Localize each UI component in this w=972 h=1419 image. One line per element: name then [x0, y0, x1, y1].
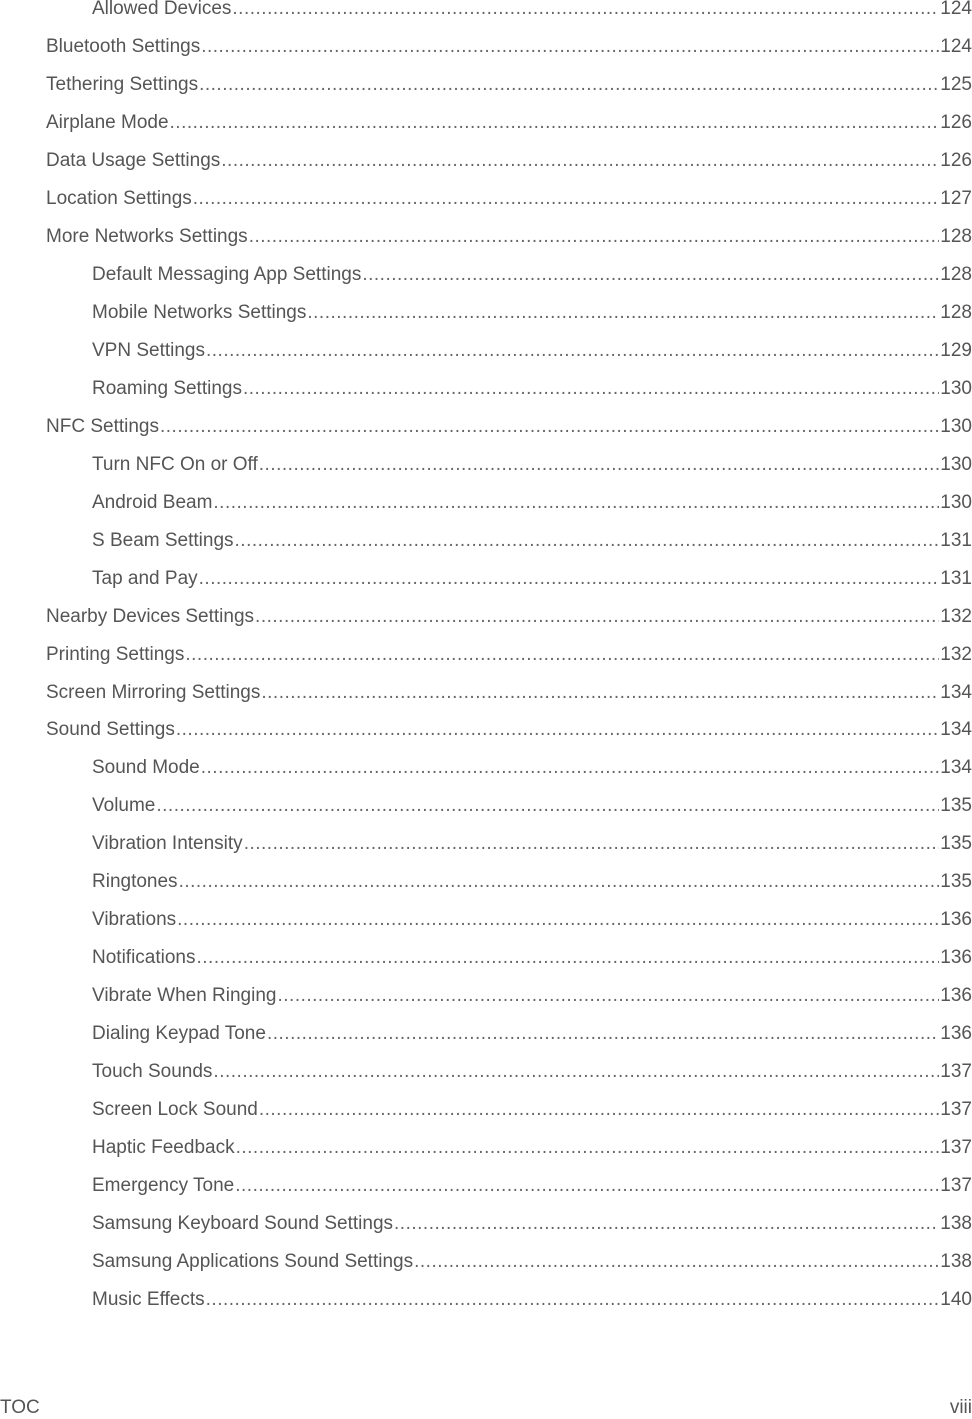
toc-entry-title: Touch Sounds [92, 1061, 213, 1083]
toc-entry-title: VPN Settings [92, 339, 205, 361]
toc-entry[interactable] [46, 643, 972, 667]
toc-entry[interactable] [92, 832, 972, 856]
toc-entry-title: Turn NFC On or Off [92, 453, 258, 475]
dot-leader [232, 0, 939, 21]
dot-leader [201, 756, 940, 780]
toc-entry-title: S Beam Settings [92, 529, 234, 551]
toc-entry-page-number: 135 [940, 871, 972, 893]
toc-entry[interactable] [92, 567, 972, 591]
toc-entry-page-number: 124 [940, 36, 972, 57]
toc-entry-page-number: 126 [940, 111, 972, 133]
toc-entry[interactable] [92, 1174, 972, 1198]
toc-entry-page-number: 135 [940, 833, 972, 855]
toc-entry[interactable] [46, 187, 972, 211]
toc-entry[interactable] [46, 718, 972, 742]
toc-entry-page-number: 131 [940, 567, 972, 589]
toc-entry-page-number: 130 [940, 377, 972, 399]
dot-leader [213, 491, 939, 515]
toc-entry[interactable] [92, 756, 972, 780]
dot-leader [199, 567, 940, 591]
toc-entry-page-number: 127 [940, 187, 972, 209]
toc-entry-page-number: 134 [940, 719, 972, 741]
dot-leader [261, 681, 939, 705]
toc-entry-title: Dialing Keypad Tone [92, 1023, 266, 1045]
toc-entry[interactable] [92, 491, 972, 515]
toc-entry-page-number: 126 [940, 149, 972, 171]
toc-entry-page-number: 136 [940, 1023, 972, 1045]
toc-entry-title: Airplane Mode [46, 111, 169, 133]
toc-entry-page-number: 138 [940, 1251, 972, 1272]
toc-entry-title: Samsung Applications Sound Settings [92, 1251, 414, 1272]
toc-entry[interactable] [92, 1022, 972, 1046]
toc-entry-title: Bluetooth Settings [46, 36, 201, 57]
toc-entry-title: Music Effects [92, 1289, 205, 1310]
dot-leader [277, 984, 939, 1008]
toc-entry-title: Vibration Intensity [92, 833, 243, 855]
toc-entry-title: Vibrate When Ringing [92, 985, 277, 1007]
dot-leader [394, 1212, 939, 1236]
dot-leader [414, 1250, 939, 1274]
dot-leader [201, 35, 939, 59]
toc-entry-page-number: 140 [940, 1289, 972, 1310]
toc-entry-page-number: 132 [940, 605, 972, 627]
toc-entry-title: Data Usage Settings [46, 149, 221, 171]
dot-leader [156, 794, 939, 818]
dot-leader [249, 225, 940, 249]
toc-entry-page-number: 130 [940, 491, 972, 513]
dot-leader [255, 605, 939, 629]
toc-entry-page-number: 134 [940, 681, 972, 703]
toc-entry-page-number: 134 [940, 757, 972, 779]
toc-entry[interactable] [46, 149, 972, 173]
toc-entry[interactable] [46, 605, 972, 629]
toc-entry-title: Haptic Feedback [92, 1137, 235, 1159]
dot-leader [206, 339, 939, 363]
dot-leader [206, 1288, 940, 1312]
dot-leader [362, 263, 939, 287]
toc-entry-page-number: 130 [940, 453, 972, 475]
toc-entry-page-number: 132 [940, 643, 972, 665]
toc-entry-title: Tap and Pay [92, 567, 198, 589]
toc-entry[interactable] [92, 453, 972, 477]
toc-entry-page-number: 137 [940, 1175, 972, 1197]
toc-entry-title: Location Settings [46, 187, 192, 209]
dot-leader [307, 301, 939, 325]
toc-entry-page-number: 130 [940, 415, 972, 437]
toc-entry[interactable] [92, 301, 972, 325]
toc-entry[interactable] [92, 908, 972, 932]
toc-entry-page-number: 124 [940, 0, 972, 19]
dot-leader [185, 643, 939, 667]
dot-leader [244, 832, 940, 856]
dot-leader [179, 870, 940, 894]
toc-entry-page-number: 137 [940, 1137, 972, 1159]
dot-leader [197, 946, 940, 970]
toc-entry-title: Android Beam [92, 491, 213, 513]
toc-entry-page-number: 129 [940, 339, 972, 361]
toc-entry-title: Vibrations [92, 909, 177, 931]
dot-leader [235, 529, 940, 553]
dot-leader [243, 377, 939, 401]
toc-entry-page-number: 137 [940, 1061, 972, 1083]
toc-entry-page-number: 128 [940, 263, 972, 285]
toc-entry-title: Emergency Tone [92, 1175, 235, 1197]
toc-entry-page-number: 137 [940, 1099, 972, 1121]
dot-leader [170, 111, 940, 135]
toc-entry-title: Samsung Keyboard Sound Settings [92, 1213, 394, 1234]
dot-leader [199, 73, 939, 97]
toc-entry[interactable] [92, 946, 972, 970]
toc-entry-page-number: 128 [940, 225, 972, 247]
toc-entry[interactable] [92, 0, 972, 21]
toc-entry[interactable] [92, 339, 972, 363]
toc-entry-title: NFC Settings [46, 415, 159, 437]
toc-entry[interactable] [46, 73, 972, 97]
dot-leader [235, 1174, 939, 1198]
dot-leader [259, 453, 940, 477]
toc-entry-title: Mobile Networks Settings [92, 301, 307, 323]
toc-entry[interactable] [46, 415, 972, 439]
toc-entry-title: Notifications [92, 947, 196, 969]
toc-entry[interactable] [92, 984, 972, 1008]
toc-entry-page-number: 135 [940, 795, 972, 817]
toc-entry[interactable] [46, 681, 972, 705]
toc-entry[interactable] [92, 263, 972, 287]
toc-entry[interactable] [92, 1212, 972, 1236]
dot-leader [160, 415, 939, 439]
toc-entry[interactable] [92, 377, 972, 401]
dot-leader [193, 187, 940, 211]
toc-entry-title: Sound Mode [92, 757, 200, 779]
toc-entry[interactable] [92, 1136, 972, 1160]
toc-entry[interactable] [46, 225, 972, 249]
toc-entry-page-number: 138 [940, 1213, 972, 1234]
toc-entry[interactable] [92, 794, 972, 818]
toc-entry[interactable] [92, 1098, 972, 1122]
dot-leader [236, 1136, 940, 1160]
toc-entry-title: Printing Settings [46, 643, 185, 665]
toc-entry-title: Roaming Settings [92, 377, 242, 399]
toc-entry-title: More Networks Settings [46, 225, 248, 247]
dot-leader [259, 1098, 939, 1122]
toc-entry-title: Nearby Devices Settings [46, 605, 255, 627]
toc-entry-title: Ringtones [92, 871, 178, 893]
toc-entry-page-number: 125 [940, 73, 972, 95]
toc-entry-page-number: 136 [940, 985, 972, 1007]
toc-entry[interactable] [92, 1250, 972, 1274]
toc-entry-title: Volume [92, 795, 156, 817]
dot-leader [221, 149, 939, 173]
toc-entry-title: Screen Mirroring Settings [46, 681, 261, 703]
dot-leader [177, 908, 939, 932]
toc-entry[interactable] [92, 1288, 972, 1312]
dot-leader [267, 1022, 939, 1046]
toc-entry-title: Sound Settings [46, 719, 175, 741]
toc-entry-title: Tethering Settings [46, 73, 199, 95]
toc-entry-title: Screen Lock Sound [92, 1099, 258, 1121]
dot-leader [176, 718, 939, 742]
toc-entry-page-number: 128 [940, 301, 972, 323]
toc-entry[interactable] [46, 35, 972, 59]
toc-entry[interactable] [92, 870, 972, 894]
toc-entry[interactable] [46, 111, 972, 135]
toc-entry[interactable] [92, 529, 972, 553]
toc-entry-title: Allowed Devices [92, 0, 232, 19]
toc-entry-title: Default Messaging App Settings [92, 263, 362, 285]
toc-entry-page-number: 131 [940, 529, 972, 551]
toc-entry[interactable] [92, 1060, 972, 1084]
toc-entry-page-number: 136 [940, 909, 972, 931]
toc-entry-page-number: 136 [940, 947, 972, 969]
dot-leader [213, 1060, 939, 1084]
footer-section-label: TOC [0, 1397, 40, 1418]
footer-page-number: viii [949, 1397, 972, 1418]
